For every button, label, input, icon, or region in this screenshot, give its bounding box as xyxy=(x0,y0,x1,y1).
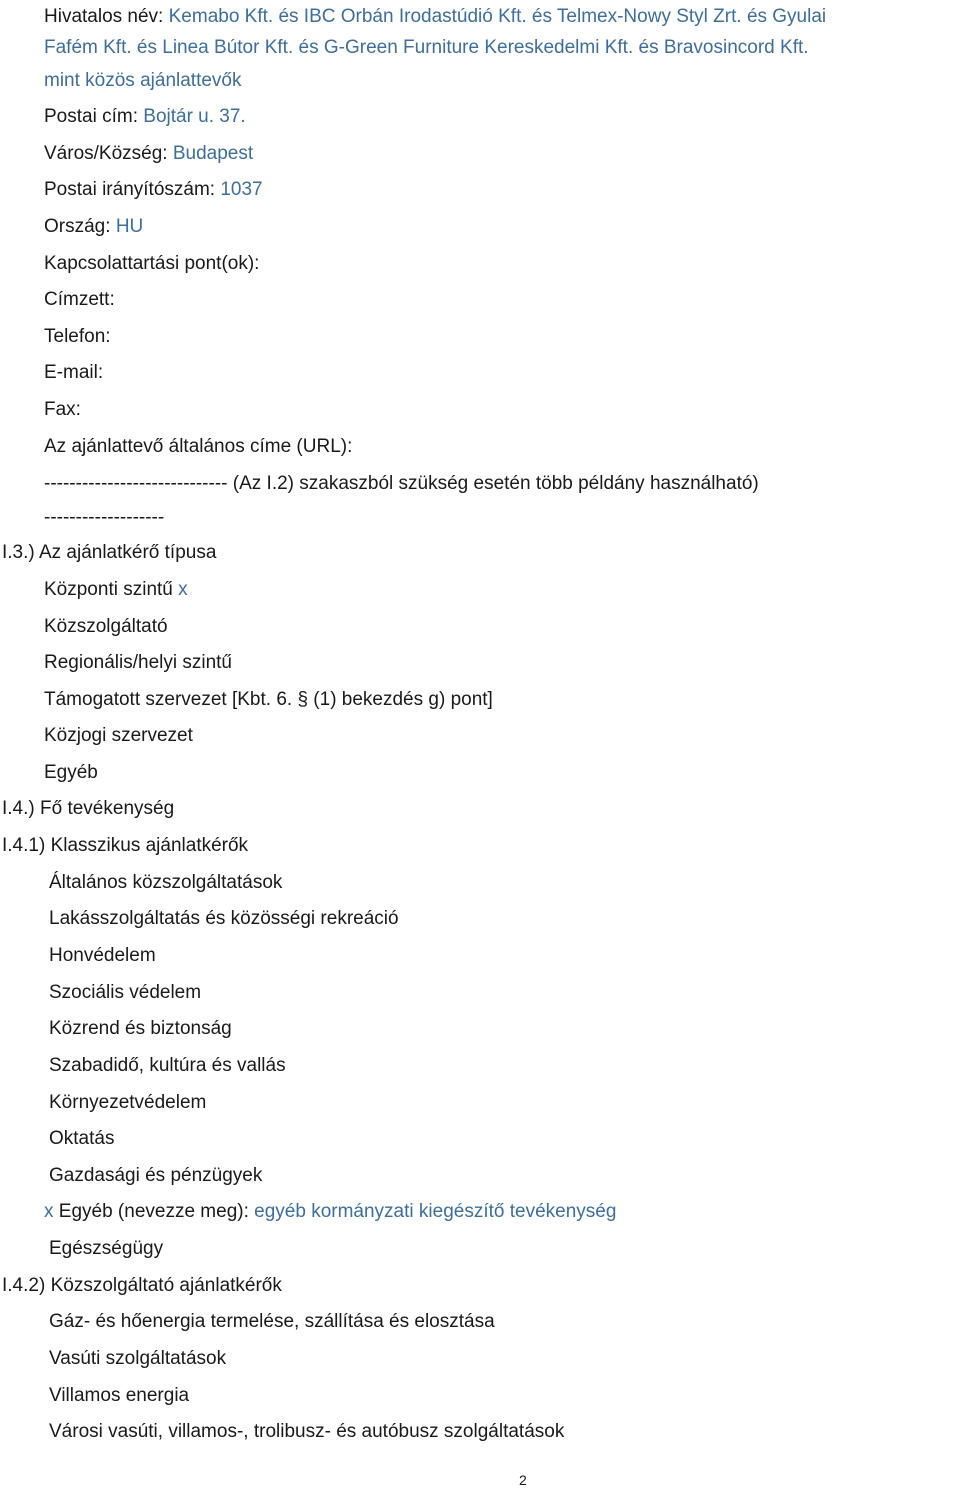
official-name-value-line3: mint közös ajánlattevők xyxy=(44,70,242,91)
section-1-4-2-heading: I.4.2) Közszolgáltató ajánlatkérők xyxy=(2,1275,282,1296)
utility-item: Városi vasúti, villamos-, trolibusz- és autóbusz szolgáltatások xyxy=(49,1421,565,1442)
activity-other-value: egyéb kormányzati kiegészítő tevékenység xyxy=(254,1201,617,1222)
phone-label: Telefon: xyxy=(44,326,111,347)
recipient-label: Címzett: xyxy=(44,289,115,310)
activity-item: Általános közszolgáltatások xyxy=(49,872,283,893)
postal-address-label: Postai cím: xyxy=(44,106,138,127)
separator-line: ----------------------------- (Az I.2) szakaszból szükség esetén több példány használható) xyxy=(44,473,759,494)
zip-label: Postai irányítószám: xyxy=(44,179,216,200)
country-label: Ország: xyxy=(44,216,111,237)
activity-other-mark: x xyxy=(44,1201,54,1222)
country-row xyxy=(44,215,143,239)
official-name-value-line2: Fafém Kft. és Linea Bútor Kft. és G-Green Furniture Kereskedelmi Kft. és Bravosincord Kft. xyxy=(44,37,809,58)
contact-points-label: Kapcsolattartási pont(ok): xyxy=(44,253,260,274)
option-item: Egyéb xyxy=(44,762,98,783)
postal-address-value: Bojtár u. 37. xyxy=(143,106,246,127)
activity-item: Gazdasági és pénzügyek xyxy=(49,1165,263,1186)
section-1-3-heading: I.3.) Az ajánlatkérő típusa xyxy=(2,542,217,563)
activity-item: Szabadidő, kultúra és vallás xyxy=(49,1055,286,1076)
zip-value: 1037 xyxy=(220,179,263,200)
email-label: E-mail: xyxy=(44,362,104,383)
option-item: Közjogi szervezet xyxy=(44,725,193,746)
url-label: Az ajánlattevő általános címe (URL): xyxy=(44,436,353,457)
official-name-label: Hivatalos név: xyxy=(44,6,164,27)
activity-item: Oktatás xyxy=(49,1128,115,1149)
official-name-row xyxy=(44,5,826,29)
city-row xyxy=(44,142,253,166)
zip-row xyxy=(44,178,263,202)
activity-other-row xyxy=(44,1200,616,1224)
utility-item: Gáz- és hőenergia termelése, szállítása és elosztása xyxy=(49,1311,495,1332)
option-central-mark: x xyxy=(178,579,188,600)
section-1-4-1-heading: I.4.1) Klasszikus ajánlatkérők xyxy=(2,835,249,856)
country-value: HU xyxy=(115,216,144,237)
fax-label: Fax: xyxy=(44,399,81,420)
option-central-label: Központi szintű xyxy=(44,579,173,600)
utility-item: Villamos energia xyxy=(49,1385,190,1406)
option-item: Támogatott szervezet [Kbt. 6. § (1) bekezdés g) pont] xyxy=(44,689,493,710)
activity-item: Szociális védelem xyxy=(49,982,202,1003)
separator-line-continued: ------------------- xyxy=(44,507,165,528)
city-label: Város/Község: xyxy=(44,143,168,164)
activity-item: Közrend és biztonság xyxy=(49,1018,232,1039)
city-value: Budapest xyxy=(172,143,254,164)
option-item: Közszolgáltató xyxy=(44,616,168,637)
option-item: Regionális/helyi szintű xyxy=(44,652,232,673)
utility-item: Vasúti szolgáltatások xyxy=(49,1348,227,1369)
activity-other-label: Egyéb (nevezze meg): xyxy=(58,1201,249,1222)
activity-item-health: Egészségügy xyxy=(49,1238,164,1259)
option-central xyxy=(44,578,188,602)
activity-item: Honvédelem xyxy=(49,945,156,966)
activity-item: Környezetvédelem xyxy=(49,1092,207,1113)
page-number: 2 xyxy=(519,1472,527,1488)
postal-address-row xyxy=(44,105,246,129)
section-1-4-heading: I.4.) Fő tevékenység xyxy=(2,798,175,819)
official-name-value: Kemabo Kft. és IBC Orbán Irodastúdió Kft. és Telmex-Nowy Styl Zrt. és Gyulai xyxy=(168,6,827,27)
activity-item: Lakásszolgáltatás és közösségi rekreáció xyxy=(49,908,399,929)
